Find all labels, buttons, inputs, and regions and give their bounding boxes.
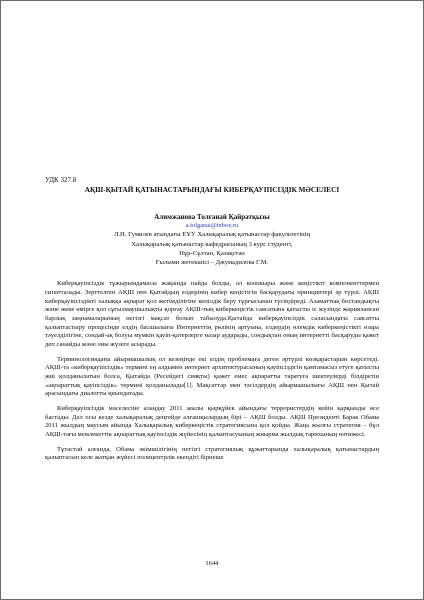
author-email-link[interactable]: a.tolganai@inbox.ru — [185, 222, 239, 230]
paragraph: Тұтастай алғанда, Обама әкімшілігінің негізгі стратегиялық құжаттарында халықаралық қатынастардың қалыптасып келе жатқан жүйесі полицентрлік екендігі бірнеше — [45, 445, 379, 462]
author-affiliation-line: Л.Н. Гумилев атындағы ЕҰУ Халықаралық қатынастар факультетінің — [113, 231, 311, 239]
paragraph: Терминологиядағы айырмашылық ол кезеңінде екі елдің проблемаға деген әртүрлі көзқарастарын көрсетеді. АҚШ-та «киберқауіпсіздік» термині ең алдымен интернет архитектурасының қауіпсіздігін қамтамасыз етуге қатысты жиі қолданылатын болса, Қытайда (Ресейдегі сияқты) қажет емес ақпаратты таратуға шектеулерді білдіретін «ақпараттық қауіпсіздік» термині қолданылады[1]. Мақсаттар мен тәсілдердің айырмашылығы АҚШ пен Қытай арасындағы диалогты қиындатады. — [45, 355, 379, 398]
author-affiliation-line: Нұр-Сұлтан, Қазақстан — [179, 249, 245, 257]
udk-code: УДК 327.8 — [45, 176, 77, 184]
paper-title: АҚШ-ҚЫТАЙ ҚАТЫНАСТАРЫНДАҒЫ КИБЕРҚАУІПСІЗДІК МӘСЕЛЕСІ — [84, 186, 340, 194]
paragraph: Киберқауіпсіздік тұжырымдамасы жақында пайда болды, ол коопкыры және кеңістікті компоненттермен сипатталады. Зерттелген АҚШ пен Қытайдың елдерінің кибер кеңістігін басқарудағы принциптері әр түрлі. АҚШ киберқауіпсіздікті халыққа ақпарат қол жетімділігіне кепілдік беру тұрғысынан түсіндіреді. Азаматтық бостандықты және жеке өмірге қол сұғылмаушылықты қорғау АҚШ-тың киберкеңістік саясатына қатысты іс жүзінде жарияланған барлық заңнамаларының негізгі мақсат болып табылуда.Қытайда киберқауіпсіздік саласындағы саясатты қалыптастыру процесінде елдің басшылығы Интернеттің рөлінің артуына, елдердің өлемдік киберкеңістікті өзара тәуелділігіне, сондай-ақ болуы мүмкін қауіп-қатерлерге назар аударады, сондықтан оның интернетті басқаруды қажет деп санайды және оны жүзеге асырады. — [45, 280, 379, 349]
page-number: 1644 — [205, 560, 219, 567]
author-affiliation-line: Ғылыми жетекшісі – Джумадилова Г.М. — [155, 259, 269, 267]
author-name: Алимжанова Толғанай Қайратқызы — [154, 213, 270, 221]
author-affiliation-line: Халықаралық қатынастар кафедрасының 3 курс студенті, — [131, 240, 293, 248]
author-block — [45, 213, 379, 267]
paragraph: Киберқауіпсіздік мәселесіне алаңдау 2011 жылы қырқүйек айындағы террористердің кейін қарқынды өсе бастады. Дәл осы кезде халықаралық деңгейде алғашқылардың бірі – АҚШ болды. АҚШ Президенті Барак Обама 2011 жылдың маусым айында Халықаралық киберкеңістік стратегиясына қол қойды. Жаңа жылғы стратегия – бұл АҚШ-тағы мемлекеттік ақпараттық қауіпсіздік жүйесінің қалыптасуының жиырма жылдық тарихының нәтижесі. — [45, 405, 379, 438]
page-content — [45, 176, 379, 465]
body-text — [45, 280, 379, 462]
